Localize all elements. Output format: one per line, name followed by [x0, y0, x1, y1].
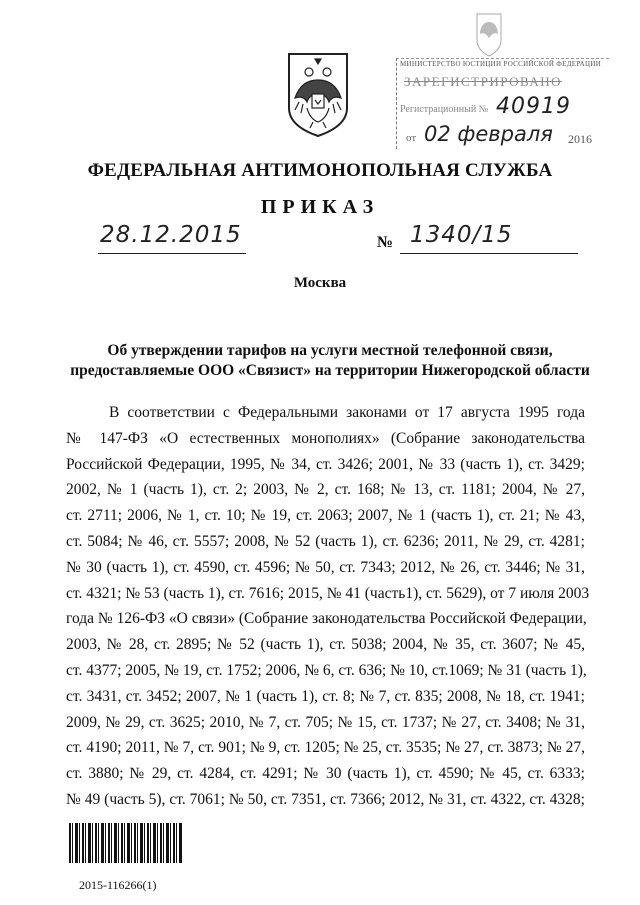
body-line: ст. 4321; № 53 (часть 1), ст. 7616; 2015, № 41 (часть1), ст. 5629), от 7 июля 2003: [66, 584, 590, 602]
body-line: № 49 (часть 5), ст. 7061; № 50, ст. 7351, ст. 7366; 2012, № 31, ст. 4322, ст. 4328;: [66, 790, 585, 808]
stamp-emblem-icon: [474, 10, 504, 58]
date-underline: [98, 253, 246, 254]
order-subject: [60, 341, 600, 381]
order-date: 28.12.2015: [100, 222, 242, 248]
agency-title: ФЕДЕРАЛЬНАЯ АНТИМОНОПОЛЬНАЯ СЛУЖБА: [87, 160, 553, 181]
document-code: 2015-116266(1): [79, 878, 157, 892]
stamp-title: ЗАРЕГИСТРИРОВАНО: [404, 74, 562, 89]
body-line: ст. 4190; 2011, № 7, ст. 901; № 9, ст. 1205; № 25, ст. 3535; № 27, ст. 3873; № 27,: [66, 739, 585, 757]
subject-line: Об утверждении тарифов на услуги местной телефонной связи,: [107, 342, 553, 359]
order-number: 1340/15: [410, 222, 513, 248]
body-line: № 30 (часть 1), ст. 4590, ст. 4596; № 50, ст. 7343; 2012, № 26, ст. 3446; № 31,: [66, 558, 585, 576]
body-line: Российской Федерации, 1995, № 34, ст. 3426; 2001, № 33 (часть 1), ст. 3429;: [66, 455, 585, 473]
body-line: ст. 4377; 2005, № 19, ст. 1752; 2006, № 6, ст. 636; № 10, ст.1069; № 31 (часть 1),: [66, 661, 587, 679]
registration-stamp: [378, 8, 618, 158]
stamp-from-label: от: [406, 132, 417, 144]
coat-of-arms-emblem: [285, 50, 351, 138]
body-line: 2009, № 29, ст. 3625; 2010, № 7, ст. 705; № 15, ст. 1737; № 27, ст. 3408; № 31,: [66, 713, 585, 731]
number-underline: [400, 253, 578, 254]
body-line: ст. 5084; № 46, ст. 5557; 2008, № 52 (часть 1), ст. 6236; 2011, № 29, ст. 4281;: [66, 532, 585, 550]
number-sign: №: [377, 234, 394, 251]
body-line: ст. 2711; 2006, № 1, ст. 10; № 19, ст. 2063; 2007, № 1 (часть 1), ст. 21; № 43,: [66, 507, 585, 525]
body-line: года № 126-ФЗ «О связи» (Собрание законодательства Российской Федерации,: [66, 610, 587, 628]
document-type: ПРИКАЗ: [260, 196, 380, 218]
body-line: 2002, № 1 (часть 1), ст. 2; 2003, № 2, ст. 168; № 13, ст. 1181; 2004, № 27,: [66, 481, 585, 499]
body-line: 2003, № 28, ст. 2895; № 52 (часть 1), ст. 5038; 2004, № 35, ст. 3607; № 45,: [66, 636, 585, 654]
body-line: В соответствии с Федеральными законами от 17 августа 1995 года: [109, 404, 585, 421]
barcode: [69, 823, 183, 863]
stamp-reg-number: 40919: [496, 94, 571, 119]
stamp-reg-label: Регистрационный №: [400, 104, 489, 115]
subject-line: предоставляемые ООО «Связист» на территории Нижегородской области: [70, 362, 590, 379]
body-line: № 147-ФЗ «О естественных монополиях» (Собрание законодательства: [66, 429, 585, 447]
body-line: ст. 3880; № 29, ст. 4284, ст. 4291; № 30 (часть 1), ст. 4590; № 45, ст. 6333;: [66, 765, 585, 783]
city: Москва: [293, 275, 347, 291]
stamp-from-year: 2016: [568, 132, 592, 146]
body-line: ст. 3431, ст. 3452; 2007, № 1 (часть 1), ст. 8; № 7, ст. 835; 2008, № 18, ст. 1941;: [66, 687, 585, 705]
stamp-from-date: 02 февраля: [424, 122, 553, 146]
order-body: [66, 400, 590, 813]
stamp-organization: МИНИСТЕРСТВО ЮСТИЦИИ РОССИЙСКОЙ ФЕДЕРАЦИИ: [400, 60, 602, 68]
